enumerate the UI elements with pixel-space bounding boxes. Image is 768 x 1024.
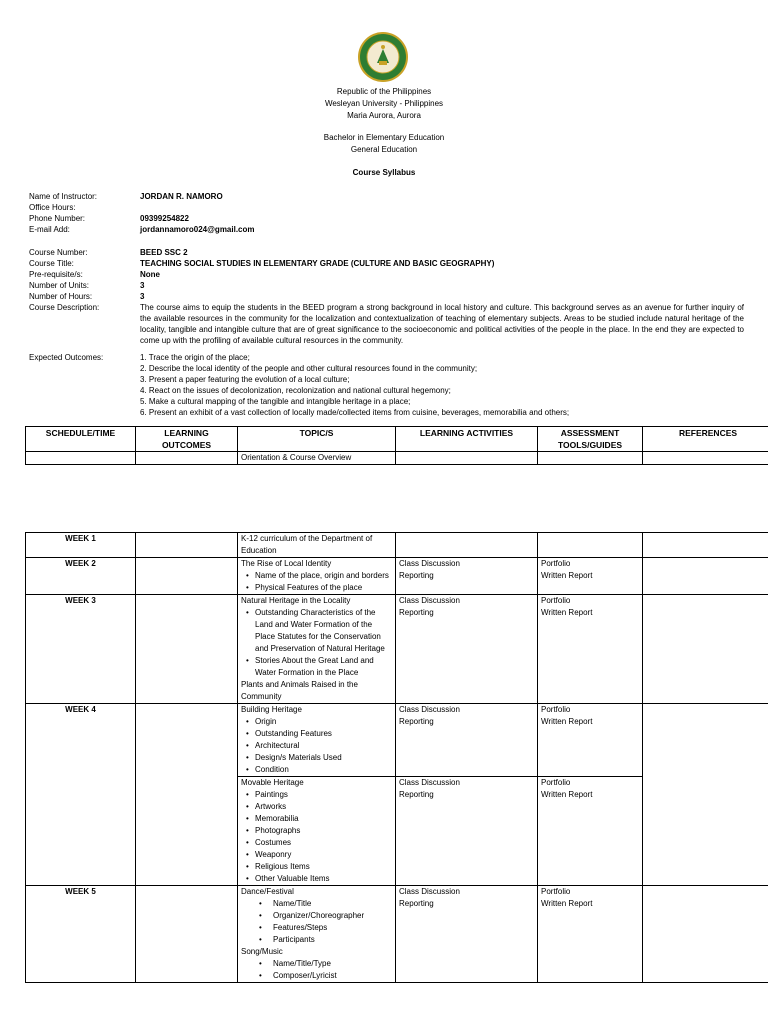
week-cell: WEEK 1 (26, 533, 136, 558)
table-row (26, 452, 768, 465)
topic-bullet: • Architectural (255, 740, 392, 752)
topic-cell (238, 886, 396, 983)
activities-cell (396, 777, 538, 886)
info-row (29, 202, 744, 213)
assessment: Written Report (541, 790, 593, 799)
activity: Reporting (399, 717, 434, 726)
topic-bullet: • Other Valuable Items (255, 873, 392, 885)
topic-bullet: • Religious Items (255, 861, 392, 873)
weekly-schedule-table (25, 532, 768, 983)
topic-title: Song/Music (241, 947, 283, 956)
topic-bullet: • Participants (273, 934, 392, 946)
assessment-cell (538, 704, 643, 777)
table-row (26, 595, 768, 704)
topic-title: Building Heritage (241, 705, 302, 714)
course-hours: 3 (140, 292, 145, 301)
week-cell: WEEK 2 (26, 558, 136, 595)
outcome-item: 3. Present a paper featuring the evolution of a local culture; (140, 375, 350, 384)
topic-bullet: • Memorabilia (255, 813, 392, 825)
assessment: Portfolio (541, 596, 571, 605)
university-seal (357, 31, 409, 83)
course-description: The course aims to equip the students in the BEED program a strong background in local history and culture. This background serves as an avenue for further inquiry of the available resources in the community for the localization and contextualization of teaching of elementary subjects. Areas to be studied include natural heritage of the locality, tangible and intangible culture that are of great significance to the socioeconomic and political activities of the people in the place. In the end they are expected to come up with the profiling of available cultural resources in the community. (140, 303, 744, 345)
program-header (0, 132, 768, 156)
program-line: General Education (350, 145, 418, 154)
week-cell: WEEK 5 (26, 886, 136, 983)
course-prerequisite: None (140, 270, 160, 279)
table-row (26, 886, 768, 983)
table-row (26, 558, 768, 595)
header-line: Wesleyan University - Philippines (324, 99, 444, 108)
topic-cell (238, 704, 396, 777)
table-row (26, 704, 768, 777)
info-label: Expected Outcomes: (29, 353, 104, 362)
topic-bullet: • Design/s Materials Used (255, 752, 392, 764)
topic-bullet: • Photographs (255, 825, 392, 837)
info-label: Number of Hours: (29, 292, 93, 301)
info-value: 09399254822 (140, 214, 189, 223)
activities-cell (396, 595, 538, 704)
topic-bullet: • Organizer/Choreographer (273, 910, 392, 922)
assessment: Portfolio (541, 778, 571, 787)
info-value: jordannamoro024@gmail.com (140, 225, 255, 234)
column-header: LEARNING OUTCOMES (136, 427, 238, 452)
assessment-cell (538, 558, 643, 595)
assessment: Written Report (541, 717, 593, 726)
activity: Class Discussion (399, 596, 460, 605)
table-header-row (26, 427, 768, 452)
topic-cell: Orientation & Course Overview (238, 452, 396, 465)
activity: Class Discussion (399, 705, 460, 714)
info-row (29, 191, 744, 202)
topic-bullet: • Condition (255, 764, 392, 776)
expected-outcomes (140, 352, 744, 418)
topic-bullet: • Weaponry (255, 849, 392, 861)
program-line: Bachelor in Elementary Education (323, 133, 445, 142)
topic-bullet: • Artworks (255, 801, 392, 813)
header-line: Republic of the Philippines (336, 87, 432, 96)
assessment-cell (538, 777, 643, 886)
activity: Class Discussion (399, 559, 460, 568)
activity: Class Discussion (399, 887, 460, 896)
outcome-item: 5. Make a cultural mapping of the tangible and intangible heritage in a place; (140, 397, 411, 406)
assessment: Written Report (541, 608, 593, 617)
assessment-cell (538, 595, 643, 704)
topic-bullet: • Stories About the Great Land and Water Formation in the Place (255, 655, 392, 679)
activities-cell (396, 704, 538, 777)
column-header: REFERENCES (643, 427, 768, 452)
assessment-cell (538, 886, 643, 983)
topic-bullet: • Name/Title (273, 898, 392, 910)
info-value: JORDAN R. NAMORO (140, 192, 223, 201)
column-header: LEARNING ACTIVITIES (396, 427, 538, 452)
topic-bullet: • Outstanding Features (255, 728, 392, 740)
info-label: E-mail Add: (29, 225, 70, 234)
outcome-item: 6. Present an exhibit of a vast collection of locally made/collected items from cuisine, beverages, memorabilia and others; (140, 408, 570, 417)
topic-title: The Rise of Local Identity (241, 559, 332, 568)
activity: Reporting (399, 790, 434, 799)
week-cell: WEEK 4 (26, 704, 136, 886)
topic-cell (238, 777, 396, 886)
assessment: Written Report (541, 899, 593, 908)
institution-header (0, 86, 768, 122)
info-row (29, 213, 744, 224)
info-label: Office Hours: (29, 203, 76, 212)
column-header: TOPIC/S (238, 427, 396, 452)
topic-bullet: • Paintings (255, 789, 392, 801)
info-label: Name of Instructor: (29, 192, 98, 201)
activity: Class Discussion (399, 778, 460, 787)
week-cell: WEEK 3 (26, 595, 136, 704)
topic-cell (238, 595, 396, 704)
topic-bullet: • Name/Title/Type (273, 958, 392, 970)
document-title: Course Syllabus (352, 168, 416, 177)
topic-cell: K-12 curriculum of the Department of Education (238, 533, 396, 558)
activity: Reporting (399, 899, 434, 908)
assessment: Portfolio (541, 705, 571, 714)
info-label: Course Description: (29, 303, 100, 312)
course-info (29, 247, 744, 418)
outcome-item: 2. Describe the local identity of the people and other cultural resources found in the community; (140, 364, 478, 373)
topic-cell (238, 558, 396, 595)
table-row (26, 533, 768, 558)
info-label: Course Title: (29, 259, 74, 268)
outcome-item: 1. Trace the origin of the place; (140, 353, 250, 362)
topic-title: Movable Heritage (241, 778, 304, 787)
topic-bullet: • Composer/Lyricist (273, 970, 392, 982)
info-row (29, 224, 744, 235)
topic-title: Natural Heritage in the Locality (241, 596, 351, 605)
course-number: BEED SSC 2 (140, 248, 188, 257)
activities-cell (396, 558, 538, 595)
instructor-info (29, 191, 744, 235)
topic-title: Plants and Animals Raised in the Community (241, 680, 358, 701)
topic-bullet: • Outstanding Characteristics of the Land and Water Formation of the Place Statutes for the Conservation and Preservation of Natural Heritage (255, 607, 392, 655)
column-header: SCHEDULE/TIME (26, 427, 136, 452)
topic-bullet: • Features/Steps (273, 922, 392, 934)
info-label: Number of Units: (29, 281, 90, 290)
course-units: 3 (140, 281, 145, 290)
outcome-item: 4. React on the issues of decolonization, recolonization and national cultural hegemony; (140, 386, 451, 395)
topic-bullet: • Name of the place, origin and borders (255, 570, 392, 582)
info-label: Phone Number: (29, 214, 86, 223)
info-label: Course Number: (29, 248, 88, 257)
column-header: ASSESSMENT TOOLS/GUIDES (538, 427, 643, 452)
topic-title: Dance/Festival (241, 887, 294, 896)
header-line: Maria Aurora, Aurora (347, 111, 421, 120)
info-label: Pre-requisite/s: (29, 270, 83, 279)
info-value (140, 202, 744, 213)
assessment: Written Report (541, 571, 593, 580)
activities-cell (396, 886, 538, 983)
assessment: Portfolio (541, 887, 571, 896)
assessment: Portfolio (541, 559, 571, 568)
topic-bullet: • Origin (255, 716, 392, 728)
activity: Reporting (399, 571, 434, 580)
activity: Reporting (399, 608, 434, 617)
course-title: TEACHING SOCIAL STUDIES IN ELEMENTARY GRADE (CULTURE AND BASIC GEOGRAPHY) (140, 259, 495, 268)
topic-bullet: • Costumes (255, 837, 392, 849)
syllabus-header-table (25, 426, 768, 465)
topic-bullet: • Physical Features of the place (255, 582, 392, 594)
